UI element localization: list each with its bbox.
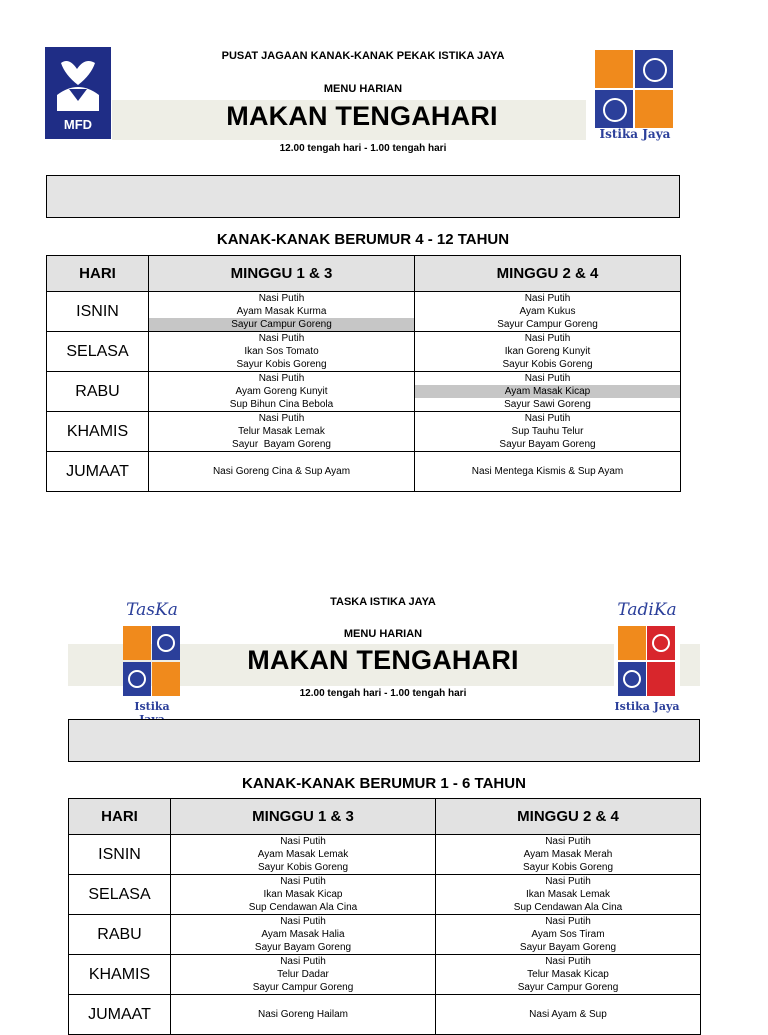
top-notice-box	[46, 175, 680, 218]
istika-jaya-logo	[593, 48, 677, 142]
menu-item: Sayur Bayam Goreng	[519, 942, 617, 953]
bottom-org-name: TASKA ISTIKA JAYA	[330, 596, 436, 608]
istika-jaya-logo-text: Istika Jaya	[599, 127, 671, 141]
top-org-name: PUSAT JAGAAN KANAK-KANAK PEKAK ISTIKA JAYA	[221, 50, 505, 62]
day-cell: JUMAAT	[69, 995, 171, 1035]
bottom-age-section-title: KANAK-KANAK BERUMUR 1 - 6 TAHUN	[242, 775, 526, 792]
menu-item: Sayur Campur Goreng	[252, 982, 354, 993]
bottom-menu-table	[68, 798, 701, 1035]
menu-item: Nasi Putih	[545, 956, 591, 967]
menu-cell: Nasi Goreng Cina & Sup Ayam	[149, 452, 415, 492]
menu-item: Ikan Masak Lemak	[526, 889, 610, 900]
menu-cell	[415, 372, 681, 412]
day-cell: SELASA	[69, 875, 171, 915]
menu-item: Ayam Masak Halia	[261, 929, 345, 940]
menu-item: Telur Dadar	[277, 969, 329, 980]
smiley-face-icon	[152, 626, 180, 660]
menu-item: Sup Cendawan Ala Cina	[248, 902, 358, 913]
menu-item: Sayur Bayam Goreng	[499, 439, 596, 450]
menu-item: Ayam Masak Merah	[523, 849, 613, 860]
menu-item: Nasi Putih	[258, 293, 305, 304]
menu-cell	[436, 915, 701, 955]
table-row	[69, 955, 701, 995]
menu-item: Nasi Putih	[258, 413, 305, 424]
menu-item: Nasi Putih	[280, 876, 326, 887]
menu-item: Nasi Putih	[545, 836, 591, 847]
menu-item: Sayur Kobis Goreng	[236, 359, 327, 370]
table-row	[47, 412, 681, 452]
menu-cell: Nasi Mentega Kismis & Sup Ayam	[415, 452, 681, 492]
table-row	[69, 835, 701, 875]
menu-item: Ayam Masak Kicap	[415, 385, 680, 398]
table-row	[69, 875, 701, 915]
menu-item: Ikan Sos Tomato	[244, 346, 319, 357]
menu-cell	[436, 955, 701, 995]
top-time-range: 12.00 tengah hari - 1.00 tengah hari	[279, 143, 447, 154]
day-cell: SELASA	[47, 332, 149, 372]
menu-cell	[171, 875, 436, 915]
menu-item: Sayur Campur Goreng	[149, 318, 414, 331]
menu-item: Telur Masak Lemak	[238, 426, 325, 437]
menu-item: Ayam Goreng Kunyit	[235, 386, 328, 397]
menu-cell: Nasi Ayam & Sup	[436, 995, 701, 1035]
top-page-title: MAKAN TENGAHARI	[226, 101, 498, 131]
menu-item: Ikan Masak Kicap	[263, 889, 343, 900]
day-cell: ISNIN	[47, 292, 149, 332]
menu-item: Telur Masak Kicap	[527, 969, 609, 980]
menu-cell	[149, 292, 415, 332]
column-header-week-2-4: MINGGU 2 & 4	[415, 256, 681, 292]
tadika-logo	[614, 600, 680, 730]
smiley-face-icon	[618, 662, 646, 696]
smiley-face-icon	[595, 90, 633, 128]
day-cell: JUMAAT	[47, 452, 149, 492]
day-cell: KHAMIS	[47, 412, 149, 452]
menu-item: Nasi Putih	[524, 413, 571, 424]
menu-cell	[436, 835, 701, 875]
menu-cell	[415, 292, 681, 332]
menu-item: Sayur Sawi Goreng	[504, 399, 591, 410]
column-header-week-2-4: MINGGU 2 & 4	[436, 799, 701, 835]
smiley-face-icon	[635, 50, 673, 88]
table-row	[69, 995, 701, 1035]
menu-cell	[171, 955, 436, 995]
column-header-day: HARI	[69, 799, 171, 835]
menu-item: Nasi Putih	[524, 293, 571, 304]
menu-item: Sup Cendawan Ala Cina	[513, 902, 623, 913]
table-row	[47, 372, 681, 412]
menu-cell	[149, 332, 415, 372]
menu-item: Ayam Sos Tiram	[531, 929, 605, 940]
day-cell: ISNIN	[69, 835, 171, 875]
menu-item: Nasi Putih	[545, 876, 591, 887]
menu-item: Ayam Masak Lemak	[257, 849, 349, 860]
smiley-face-icon	[123, 662, 151, 696]
menu-cell	[171, 835, 436, 875]
top-menu-label: MENU HARIAN	[323, 83, 403, 95]
taska-logo-text: Istika	[134, 700, 170, 713]
tadika-logo-heading: TadiKa	[617, 600, 677, 620]
menu-item: Sayur Campur Goreng	[497, 319, 598, 330]
hand-sign-icon	[152, 662, 180, 696]
day-cell: RABU	[47, 372, 149, 412]
table-row	[47, 292, 681, 332]
day-cell: KHAMIS	[69, 955, 171, 995]
menu-item: Sayur Bayam Goreng	[254, 942, 352, 953]
menu-item: Nasi Putih	[280, 956, 326, 967]
top-menu-table	[46, 255, 681, 492]
day-cell: RABU	[69, 915, 171, 955]
column-header-week-1-3: MINGGU 1 & 3	[149, 256, 415, 292]
bottom-page-title: MAKAN TENGAHARI	[247, 645, 519, 675]
menu-item: Ikan Goreng Kunyit	[504, 346, 591, 357]
menu-cell	[415, 412, 681, 452]
menu-item: Sayur Kobis Goreng	[502, 359, 593, 370]
menu-item: Nasi Putih	[545, 916, 591, 927]
menu-item: Nasi Putih	[524, 333, 571, 344]
mfd-logo-text: MFD	[63, 117, 93, 132]
menu-item: Nasi Putih	[258, 373, 305, 384]
top-age-section-title: KANAK-KANAK BERUMUR 4 - 12 TAHUN	[216, 231, 510, 248]
menu-item: Nasi Putih	[258, 333, 305, 344]
smiley-face-icon	[647, 626, 675, 660]
bottom-menu-label: MENU HARIAN	[343, 628, 423, 640]
hand-sign-icon	[618, 626, 646, 660]
menu-item: Sup Bihun Cina Bebola	[229, 399, 334, 410]
hand-sign-icon	[595, 50, 633, 88]
menu-item: Ayam Masak Kurma	[236, 306, 327, 317]
table-row	[47, 332, 681, 372]
bottom-time-range: 12.00 tengah hari - 1.00 tengah hari	[299, 688, 467, 699]
menu-cell	[436, 875, 701, 915]
menu-cell: Nasi Goreng Hailam	[171, 995, 436, 1035]
menu-cell	[171, 915, 436, 955]
taska-logo-heading: TasKa	[126, 600, 178, 620]
mfd-logo	[45, 47, 111, 139]
menu-item: Sayur Kobis Goreng	[522, 862, 614, 873]
column-header-week-1-3: MINGGU 1 & 3	[171, 799, 436, 835]
menu-item: Sup Tauhu Telur	[511, 426, 584, 437]
table-row	[69, 915, 701, 955]
menu-item: Ayam Kukus	[519, 306, 576, 317]
menu-cell	[149, 412, 415, 452]
menu-cell	[415, 332, 681, 372]
menu-item: Sayur Kobis Goreng	[257, 862, 349, 873]
taska-logo	[121, 600, 183, 730]
book-icon	[647, 662, 675, 696]
menu-item: Sayur Campur Goreng	[517, 982, 619, 993]
tadika-logo-text: Istika Jaya	[614, 700, 680, 713]
hand-sign-icon	[123, 626, 151, 660]
hand-sign-icon	[635, 90, 673, 128]
menu-cell	[149, 372, 415, 412]
menu-item: Sayur Bayam Goreng	[232, 439, 331, 450]
menu-item: Nasi Putih	[280, 836, 326, 847]
bottom-notice-box	[68, 719, 700, 762]
menu-item: Nasi Putih	[524, 373, 571, 384]
column-header-day: HARI	[47, 256, 149, 292]
menu-item: Nasi Putih	[280, 916, 326, 927]
table-row	[47, 452, 681, 492]
